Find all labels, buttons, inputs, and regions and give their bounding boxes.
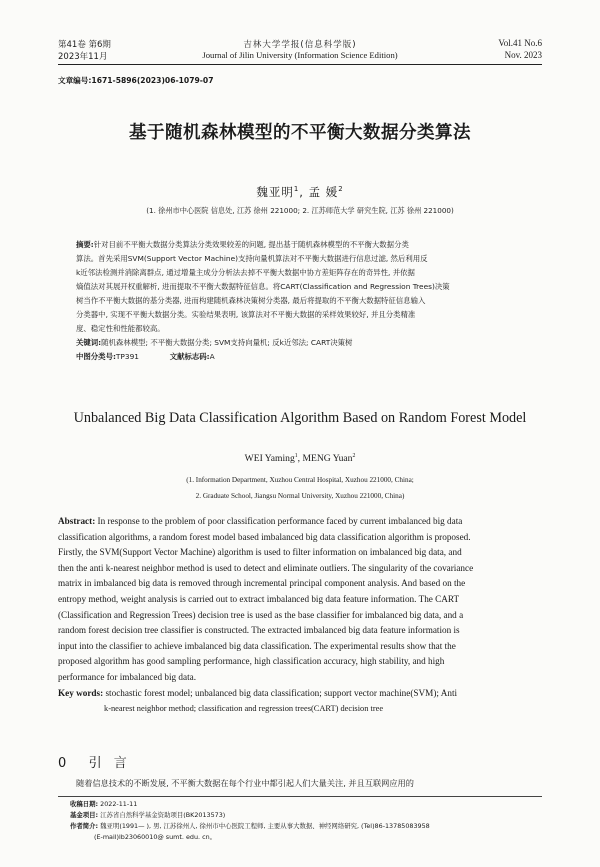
keywords-cn-text: 随机森林模型; 不平衡大数据分类; SVM支持向量机; 反k近邻法; CART决策树 (101, 338, 353, 347)
authors-cn (58, 184, 542, 200)
abstract-cn-line: 分类器中, 实现不平衡大数据分类。实验结果表明, 该算法对不平衡大数据的采样效果较好, 并且分类精准 (76, 310, 416, 319)
author-cn-2: 孟 媛 (308, 185, 339, 199)
header-journal-cn: 吉林大学学报(信息科学版) (243, 40, 357, 50)
header-date-en: Nov. 2023 (504, 50, 542, 60)
author-en-2-affil: 2 (352, 452, 356, 459)
clc-label: 中图分类号: (76, 352, 116, 361)
doc-code-label: 文献标志码: (169, 352, 210, 361)
author-cn-separator: , (299, 185, 309, 199)
footnote-rule (58, 796, 542, 797)
abstract-en-line: Firstly, the SVM(Support Vector Machine) algorithm is used to filter information on imbalanced big data, and (58, 547, 462, 558)
clc-value: TP391 (115, 352, 139, 361)
abstract-cn-line: 针对目前不平衡大数据分类算法分类效果较差的问题, 提出基于随机森林模型的不平衡大数据分类 (93, 240, 409, 249)
affiliation-en-line-2: 2. Graduate School, Jiangsu Normal University, Xuzhou 221000, China) (195, 492, 405, 500)
author-cn-1: 魏亚明 (256, 185, 294, 199)
author-bio-line-2: (E-mail)lb23060010@ sumt. edu. cn。 (94, 833, 217, 841)
abstract-en-line: classification algorithms, a random forest model based imbalanced big data classification algorithm is proposed. (58, 531, 471, 542)
intro-paragraph: 随着信息技术的不断发展, 不平衡大数据在每个行业中都引起人们大量关注, 并且互联网应用的 (76, 778, 414, 788)
abstract-en-line: input into the classifier to achieve imbalanced big data classification. The experimental results show that the (58, 640, 456, 651)
section-heading (58, 752, 131, 771)
section-title: 引 言 (88, 756, 131, 771)
keywords-en-line-2: k-nearest neighbor method; classification and regression trees(CART) decision tree (104, 704, 384, 714)
header-volume-cn: 第41卷 第6期 (58, 40, 111, 50)
header-date-cn: 2023年11月 (58, 52, 108, 62)
header-volume-en: Vol.41 No.6 (498, 38, 542, 48)
abstract-cn-line: 算法。首先采用SVM(Support Vector Machine)支持向量机算法对不平衡大数据进行信息过滤, 然后利用反 (76, 254, 428, 263)
abstract-en-line: In response to the problem of poor classification performance faced by current imbalanced big data (97, 516, 463, 526)
affiliation-en-line-1: (1. Information Department, Xuzhou Central Hospital, Xuzhou 221000, China; (186, 476, 414, 484)
keywords-cn-label: 关键词: (76, 338, 102, 347)
keywords-en-label: Key words: (58, 687, 104, 698)
abstract-en-line: proposed algorithm has good sampling performance, high classification accuracy, high stability, and high (58, 656, 445, 667)
author-bio-line-1: 魏亚明(1991— ), 男, 江苏徐州人, 徐州市中心医院工程师, 主要从事大数据、神经网络研究, (Tel)86-13785083958 (100, 822, 430, 830)
abstract-cn-label: 摘要: (76, 240, 94, 249)
author-cn-1-affil: 1 (293, 185, 300, 194)
received-label: 收稿日期: (70, 800, 99, 808)
abstract-cn (76, 238, 536, 364)
abstract-en-line: performance for imbalanced big data. (58, 671, 197, 682)
header-rule (58, 64, 542, 65)
title-en: Unbalanced Big Data Classification Algorithm Based on Random Forest Model (73, 410, 527, 426)
affiliation-en (58, 472, 542, 504)
abstract-cn-line: 熵值法对其展开权重解析, 进而提取不平衡大数据特征信息。将CART(Classification and Regression Trees)决策 (76, 282, 450, 291)
abstract-cn-line: k近邻法检测并消除离群点, 通过增量主成分分析法去掉不平衡大数据中协方差矩阵存在的奇异性, 并依据 (76, 268, 415, 277)
abstract-en-line: random forest decision tree classifier is constructed. The extracted imbalanced big data feature information is (58, 625, 460, 636)
affiliation-cn: (1. 徐州市中心医院 信息处, 江苏 徐州 221000; 2. 江苏师范大学 研究生院, 江苏 徐州 221000) (146, 206, 454, 215)
author-cn-2-affil: 2 (338, 185, 344, 194)
author-en-1-affil: 1 (294, 452, 298, 459)
fund-text: 江苏省自然科学基金资助项目(BK2013573) (100, 811, 226, 819)
fund-label: 基金项目: (70, 811, 99, 819)
author-en-2: MENG Yuan (302, 453, 353, 464)
author-bio-label: 作者简介: (70, 822, 99, 830)
abstract-en (58, 514, 546, 717)
abstract-en-line: matrix in imbalanced big data is removed through incremental principal component analysis. And based on the (58, 578, 466, 589)
keywords-en-line-1: stochastic forest model; unbalanced big data classification; support vector machine(SVM); Anti (105, 687, 458, 698)
abstract-cn-line: 树当作不平衡大数据的基分类器, 进而构建随机森林决策树分类器, 最后将提取的不平衡大数据特征信息输入 (76, 296, 426, 305)
header-journal-en: Journal of Jilin University (Information Science Edition) (202, 50, 398, 60)
abstract-en-line: (Classification and Regression Trees) decision tree is used as the base classifier for imbalanced big data, and a (58, 609, 464, 620)
author-en-separator: , (297, 453, 303, 464)
footnotes (70, 799, 548, 843)
author-en-1: WEI Yaming (244, 453, 295, 464)
abstract-cn-line: 度、稳定性和性能都较高。 (76, 324, 165, 333)
title-cn: 基于随机森林模型的不平衡大数据分类算法 (129, 123, 471, 143)
article-number: 文章编号:1671-5896(2023)06-1079-07 (58, 76, 214, 85)
abstract-en-label: Abstract: (58, 516, 96, 526)
received-date: 2022-11-11 (100, 800, 138, 808)
authors-en (58, 453, 542, 464)
abstract-en-line: entropy method, weight analysis is carried out to extract imbalanced big data feature information. The CART (58, 593, 460, 604)
doc-code-value: A (209, 352, 215, 361)
abstract-en-line: then the anti k-nearest neighbor method is used to detect and eliminate outliers. The singularity of the covariance (58, 562, 474, 573)
section-number: 0 (58, 756, 67, 771)
